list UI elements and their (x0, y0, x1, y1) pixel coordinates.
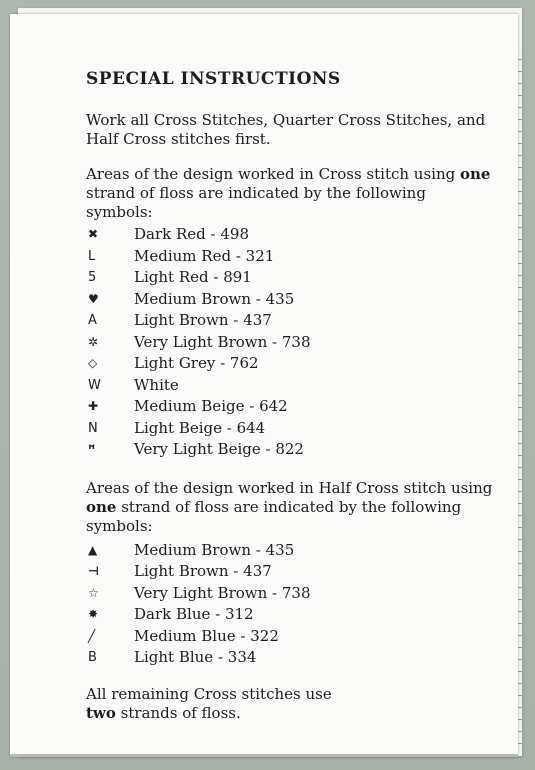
cross-para-before: Areas of the design worked in Cross stitch using (86, 165, 460, 183)
legend-item (86, 647, 496, 669)
legend-item (86, 267, 496, 289)
stitch-symbol-icon: ✚ (88, 399, 99, 414)
stitch-symbol-icon: ♥ (88, 291, 99, 306)
legend-item (86, 439, 496, 461)
half-para-before: Areas of the design worked in Half Cross stitch using (86, 478, 493, 497)
cross-stitch-paragraph (86, 165, 496, 222)
stitch-symbol-icon: 5 (88, 270, 97, 286)
legend-label: Very Light Brown - 738 (134, 332, 311, 351)
legend-label: Very Light Brown - 738 (134, 583, 311, 602)
legend-item (86, 289, 496, 311)
remaining-stitches-paragraph (86, 685, 496, 723)
stitch-symbol-icon: W (88, 377, 101, 393)
legend-label: Dark Blue - 312 (134, 605, 254, 624)
legend-label: Very Light Beige - 822 (134, 440, 304, 459)
half-para-bold: one (86, 497, 117, 516)
stitch-symbol-icon: ◇ (88, 356, 98, 371)
legend-label: Medium Red - 321 (134, 246, 275, 265)
stitch-symbol-icon: ✸ (88, 607, 99, 622)
legend-label: Light Beige - 644 (134, 418, 266, 437)
stitch-symbol-icon: N (88, 420, 98, 436)
stitch-symbol-icon: ⊣ (88, 564, 99, 579)
legend-label: White (134, 375, 179, 394)
half-cross-paragraph (86, 479, 496, 536)
stitch-symbol-icon: ╱ (88, 628, 96, 643)
instruction-page (10, 14, 518, 757)
legend-label: Light Red - 891 (134, 268, 252, 287)
legend-label: Light Grey - 762 (134, 354, 259, 373)
legend-item (86, 418, 496, 440)
legend-label: Medium Brown - 435 (134, 540, 295, 559)
legend-item (86, 332, 496, 354)
legend-item (86, 396, 496, 418)
legend-item (86, 375, 496, 397)
legend-item (86, 583, 496, 605)
legend-item (86, 540, 496, 562)
legend-item (86, 626, 496, 648)
cross-para-after: strand of floss are indicated by the following symbols: (86, 184, 426, 221)
instructions-content (86, 70, 496, 723)
remaining-before: All remaining Cross stitches use (86, 684, 332, 703)
half-para-after: strand of floss are indicated by the following symbols: (86, 497, 462, 535)
legend-item (86, 561, 496, 583)
cross-para-bold: one (460, 165, 491, 183)
stitch-symbol-icon: L (88, 248, 96, 264)
legend-label: Light Brown - 437 (134, 562, 272, 581)
stitch-symbol-icon: ꟸ (88, 442, 96, 457)
legend-label: Dark Red - 498 (134, 225, 250, 244)
legend-item (86, 224, 496, 246)
legend-label: Medium Blue - 322 (134, 626, 279, 645)
stitch-symbol-icon: B (88, 650, 97, 666)
legend-label: Light Blue - 334 (134, 648, 257, 667)
half-cross-symbol-list (86, 540, 496, 669)
legend-item (86, 246, 496, 268)
intro-paragraph: Work all Cross Stitches, Quarter Cross Stitches, and Half Cross stitches first. (86, 111, 486, 148)
legend-item (86, 604, 496, 626)
remaining-after: strands of floss. (115, 703, 241, 722)
stitch-symbol-icon: ☆ (88, 585, 99, 600)
legend-label: Medium Brown - 435 (134, 289, 295, 308)
legend-item (86, 353, 496, 375)
stitch-symbol-icon: ✖ (88, 227, 99, 242)
stitch-symbol-icon: ✲ (88, 334, 99, 349)
legend-label: Medium Beige - 642 (134, 397, 288, 416)
remaining-bold: two (86, 703, 116, 722)
legend-label: Light Brown - 437 (134, 311, 272, 330)
cross-stitch-symbol-list (86, 224, 496, 461)
legend-item (86, 310, 496, 332)
stitch-symbol-icon: A (88, 313, 97, 329)
page-title: SPECIAL INSTRUCTIONS (86, 69, 341, 89)
stitch-symbol-icon: ▲ (88, 542, 98, 557)
